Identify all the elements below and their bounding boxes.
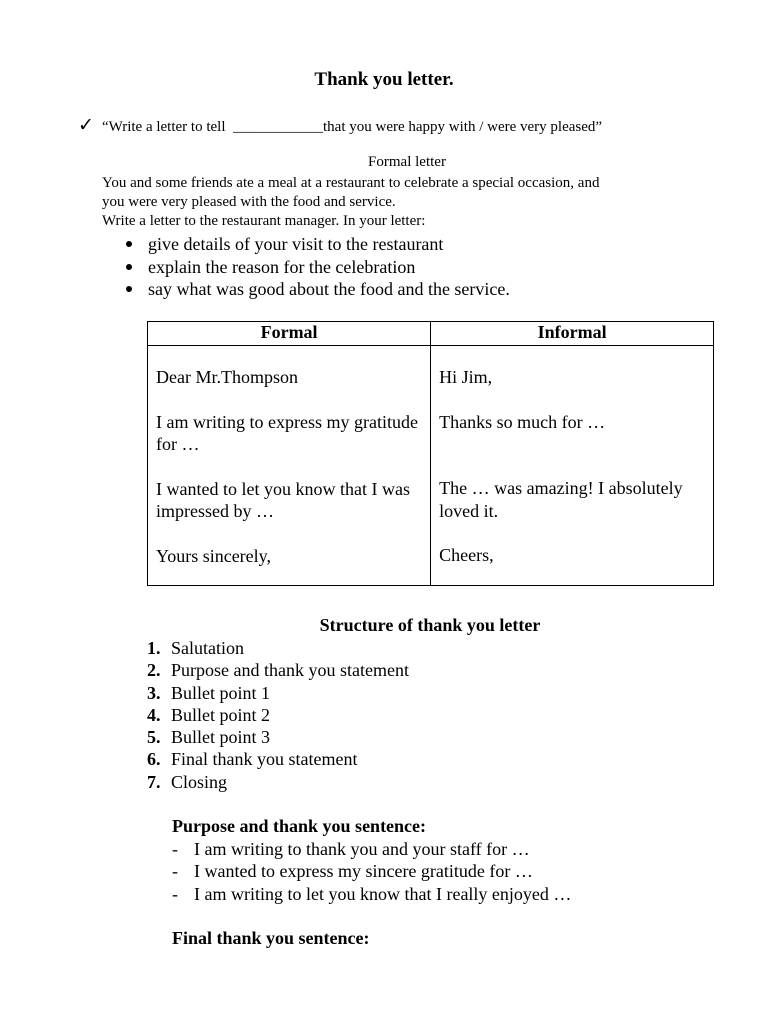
task-line: Write a letter to the restaurant manager. In your letter:	[102, 213, 426, 229]
task-bullet: say what was good about the food and the service.	[122, 278, 510, 301]
purpose-sentence	[172, 838, 571, 860]
task-bullet: give details of your visit to the restaurant	[122, 233, 510, 256]
page-title: Thank you letter.	[314, 69, 454, 90]
task-line: you were very pleased with the food and service.	[102, 194, 396, 210]
task-bullet: explain the reason for the celebration	[122, 256, 510, 279]
structure-step	[147, 726, 409, 748]
task-bullet-list	[122, 233, 510, 301]
purpose-sentence-list	[172, 838, 571, 905]
formal-informal-table	[147, 321, 714, 586]
formal-phrase: I am writing to express my gratitude for …	[156, 411, 418, 454]
structure-step	[147, 704, 409, 726]
checkmark-icon: ✓	[78, 115, 94, 136]
dash-marker: -	[172, 883, 178, 904]
purpose-sentence	[172, 860, 571, 882]
formal-phrase: Yours sincerely,	[156, 545, 271, 566]
purpose-sentence-text: I wanted to express my sincere gratitude for …	[194, 861, 533, 882]
step-text: Bullet point 2	[171, 704, 270, 725]
step-number: 1.	[147, 638, 161, 658]
structure-step	[147, 637, 409, 659]
informal-phrase: The … was amazing! I absolutely loved it.	[439, 478, 683, 521]
dash-marker: -	[172, 839, 178, 859]
step-text: Bullet point 3	[171, 727, 270, 748]
task-line: You and some friends ate a meal at a restaurant to celebrate a special occasion, and	[102, 175, 600, 191]
structure-step	[147, 771, 409, 793]
informal-phrase: Hi Jim,	[439, 367, 493, 387]
structure-step	[147, 659, 409, 681]
prompt-line	[78, 114, 602, 137]
purpose-section-title: Purpose and thank you sentence:	[172, 816, 427, 836]
formal-letter-heading: Formal letter	[368, 154, 446, 170]
step-number: 7.	[147, 771, 161, 792]
step-number: 5.	[147, 727, 161, 748]
purpose-sentence	[172, 883, 571, 905]
purpose-sentence-text: I am writing to thank you and your staff for …	[194, 839, 530, 859]
purpose-sentence-text: I am writing to let you know that I really enjoyed …	[194, 883, 572, 904]
structure-step	[147, 682, 409, 704]
structure-steps-list	[147, 637, 409, 793]
step-number: 2.	[147, 660, 161, 681]
dash-marker: -	[172, 861, 178, 882]
informal-column	[431, 346, 714, 586]
final-section-title: Final thank you sentence:	[172, 928, 370, 948]
step-text: Bullet point 1	[171, 682, 270, 703]
prompt-text: “Write a letter to tell ____________that you were happy with / were very pleased”	[102, 119, 603, 135]
table-header-informal: Informal	[431, 322, 714, 346]
step-text: Final thank you statement	[171, 749, 358, 770]
step-text: Closing	[171, 771, 228, 792]
table-header-formal: Formal	[148, 322, 431, 346]
step-number: 3.	[147, 682, 161, 703]
step-number: 4.	[147, 704, 161, 725]
step-number: 6.	[147, 749, 161, 770]
step-text: Salutation	[171, 638, 244, 658]
step-text: Purpose and thank you statement	[171, 660, 409, 681]
formal-column	[148, 346, 431, 586]
structure-step	[147, 748, 409, 770]
informal-phrase: Thanks so much for …	[439, 411, 606, 432]
informal-phrase: Cheers,	[439, 545, 494, 565]
structure-title: Structure of thank you letter	[319, 615, 541, 635]
formal-phrase: Dear Mr.Thompson	[156, 367, 298, 387]
formal-phrase: I wanted to let you know that I was impressed by …	[156, 478, 410, 521]
